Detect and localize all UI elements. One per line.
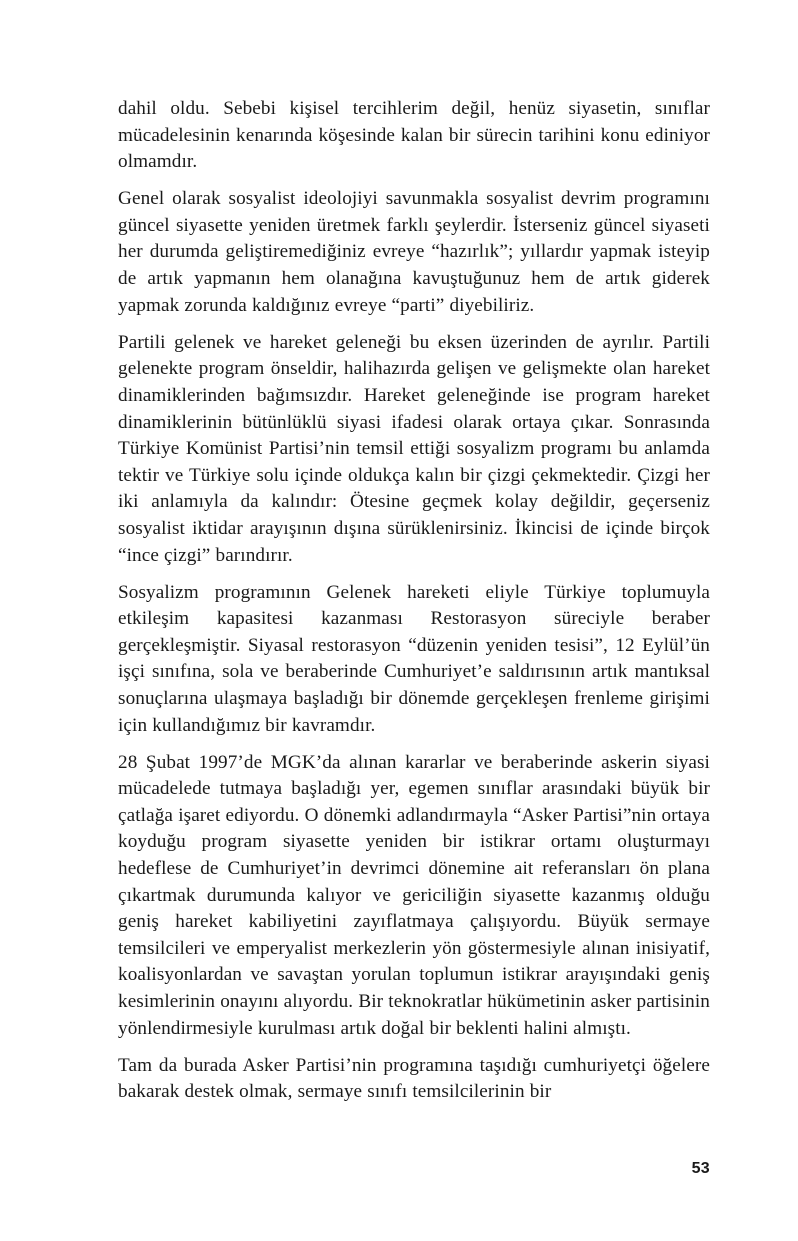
paragraph: dahil oldu. Sebebi kişisel tercihlerim değil, henüz siyasetin, sınıflar mücadelesinin kenarında köşesinde kalan bir sürecin tarihini konu ediniyor olmamdır. — [118, 98, 710, 173]
paragraph: Tam da burada Asker Partisi’nin programına taşıdığı cumhuriyetçi öğelere bakarak destek olmak, sermaye sınıfı temsilcilerinin bir — [118, 1054, 710, 1103]
paragraph: Genel olarak sosyalist ideolojiyi savunmakla sosyalist devrim programını güncel siyasette yeniden üretmek farklı şeylerdir. İsterseniz güncel siyaseti her durumda geliştiremediğiniz evreye “hazırlık”; yıllardır yapmak isteyip de artık yapmanın hem olanağına kavuştuğunuz hem de artık giderek yapmak zorunda kaldığınız evreye “parti” diyebiliriz. — [118, 188, 710, 316]
body-text-column — [118, 96, 710, 1106]
page-number: 53 — [691, 1160, 710, 1177]
paragraph: Sosyalizm programının Gelenek hareketi eliyle Türkiye toplumuyla etkileşim kapasitesi kazanması Restorasyon süreciyle beraber gerçekleşmiştir. Siyasal restorasyon “düzenin yeniden tesisi”, 12 Eylül’ün işçi sınıfına, sola ve beraberinde Cumhuriyet’e saldırısının artık mantıksal sonuçlarına ulaşmaya başladığı bir dönemde gerçekleşen frenleme girişimi için kullandığımız bir kavramdır. — [118, 581, 710, 736]
paragraph: 28 Şubat 1997’de MGK’da alınan kararlar ve beraberinde askerin siyasi mücadelede tutmaya başladığı yer, egemen sınıflar arasındaki büyük bir çatlağa işaret ediyordu. O dönemki adlandırmayla “Asker Partisi”nin ortaya koyduğu program siyasette yeniden bir istikrar ortamı oluşturmayı hedeflese de Cumhuriyet’in devrimci dönemine ait referansları ön plana çıkartmak durumunda kalıyor ve gericiliğin siyasette kazanmış olduğu geniş hareket kabiliyetini zayıflatmaya çalışıyordu. Büyük sermaye temsilcileri ve emperyalist merkezlerin yön göstermesiyle alınan inisiyatif, koalisyonlardan ve savaştan yorulan toplumun istikrar arayışındaki geniş kesimlerinin onayını alıyordu. Bir teknokratlar hükümetinin asker partisinin yönlendirmesiyle kurulması artık doğal bir beklenti halini almıştı. — [118, 751, 710, 1039]
paragraph: Partili gelenek ve hareket geleneği bu eksen üzerinden de ayrılır. Partili gelenekte program önseldir, halihazırda gelişen ve gelişmekte olan hareket dinamiklerinden bağımsızdır. Hareket geleneğinde ise program hareket dinamiklerinin bütünlüklü siyasi ifadesi olarak ortaya çıkar. Sonrasında Türkiye Komünist Partisi’nin temsil ettiği sosyalizm programı bu anlamda tektir ve Türkiye solu içinde oldukça kalın bir çizgi çekmektedir. Çizgi her iki anlamıyla da kalındır: Ötesine geçmek kolay değildir, geçerseniz sosyalist iktidar arayışının dışına sürüklenirsiniz. İkincisi de içinde birçok “ince çizgi” barındırır. — [118, 331, 710, 566]
